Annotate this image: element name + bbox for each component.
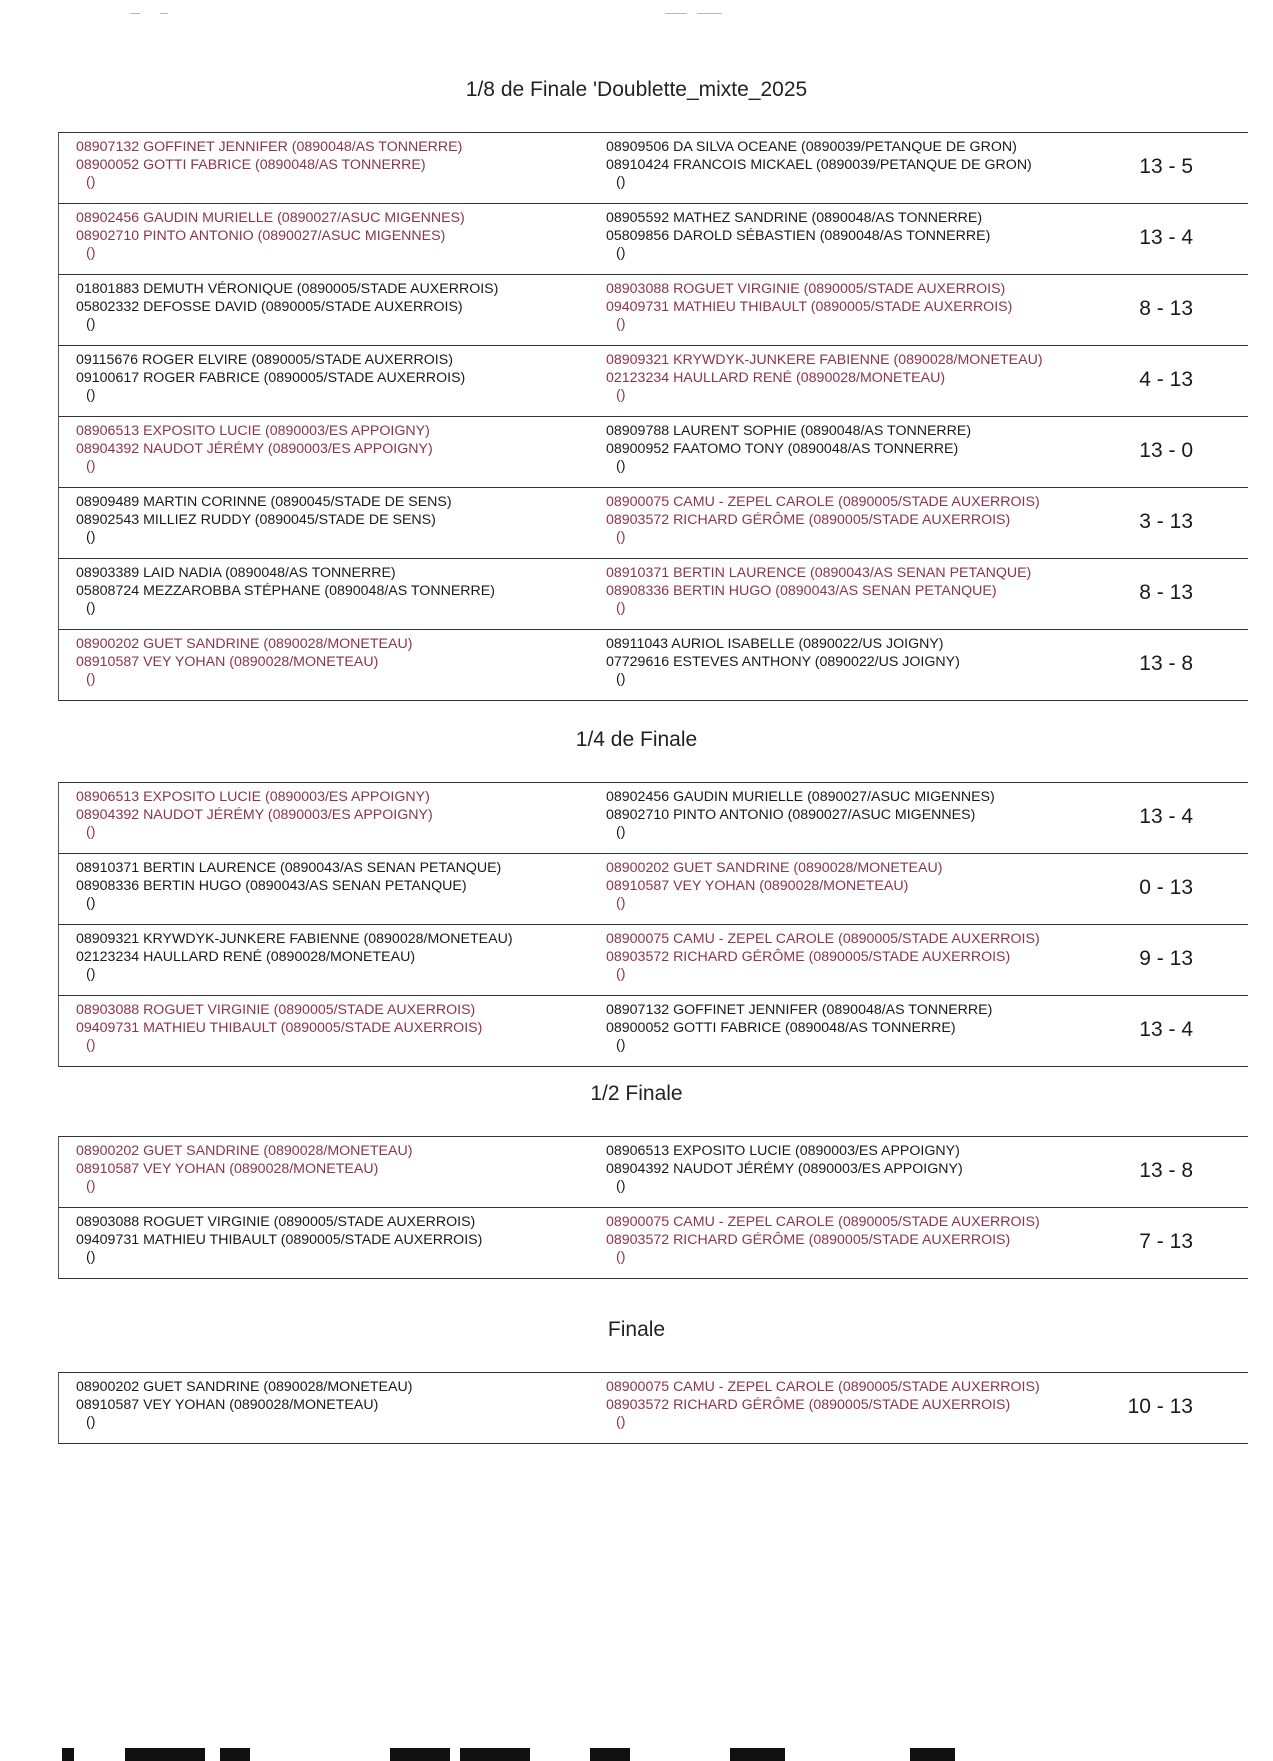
player-line: 05809856 DAROLD SÉBASTIEN (0890048/AS TONNERRE) bbox=[606, 227, 991, 244]
player-line: 08909788 LAURENT SOPHIE (0890048/AS TONNERRE) bbox=[606, 423, 972, 439]
team-extra: () bbox=[86, 387, 96, 403]
player-line: 08902456 GAUDIN MURIELLE (0890027/ASUC MIGENNES) bbox=[606, 789, 995, 805]
team-extra: () bbox=[86, 1037, 96, 1053]
player-line: 08911043 AURIOL ISABELLE (0890022/US JOIGNY) bbox=[606, 636, 944, 652]
player-line: 05802332 DEFOSSE DAVID (0890005/STADE AUXERROIS) bbox=[76, 298, 463, 315]
team-b bbox=[606, 494, 1040, 547]
team-a bbox=[76, 139, 462, 192]
team-a bbox=[76, 636, 412, 689]
player-line: 02123234 HAULLARD RENÉ (0890028/MONETEAU) bbox=[606, 369, 946, 386]
team-b bbox=[606, 1002, 992, 1055]
team-b bbox=[606, 352, 1043, 405]
match-table bbox=[58, 1136, 1248, 1279]
match-score: 13 - 5 bbox=[1139, 155, 1193, 178]
team-a bbox=[76, 352, 465, 405]
player-line: 08906513 EXPOSITO LUCIE (0890003/ES APPOIGNY) bbox=[76, 789, 430, 805]
player-line: 08900075 CAMU - ZEPEL CAROLE (0890005/STADE AUXERROIS) bbox=[606, 931, 1040, 947]
player-line: 08909506 DA SILVA OCEANE (0890039/PETANQUE DE GRON) bbox=[606, 139, 1017, 155]
team-b bbox=[606, 281, 1012, 334]
match-row bbox=[58, 203, 1248, 274]
team-extra: () bbox=[616, 174, 626, 190]
player-line: 08900202 GUET SANDRINE (0890028/MONETEAU) bbox=[76, 1143, 413, 1159]
team-b bbox=[606, 789, 995, 842]
player-line: 07729616 ESTEVES ANTHONY (0890022/US JOIGNY) bbox=[606, 653, 960, 670]
match-score: 13 - 8 bbox=[1139, 1159, 1193, 1182]
match-score: 3 - 13 bbox=[1139, 510, 1193, 533]
match-row bbox=[58, 132, 1248, 203]
player-line: 08903572 RICHARD GÉRÔME (0890005/STADE AUXERROIS) bbox=[606, 1231, 1011, 1248]
team-extra: () bbox=[616, 600, 626, 616]
match-score: 4 - 13 bbox=[1139, 368, 1193, 391]
player-line: 08910587 VEY YOHAN (0890028/MONETEAU) bbox=[76, 1160, 379, 1177]
match-row bbox=[58, 853, 1248, 924]
match-row bbox=[58, 782, 1248, 853]
team-b bbox=[606, 636, 960, 689]
team-a bbox=[76, 423, 433, 476]
round-title: Finale bbox=[607, 1318, 666, 1341]
player-line: 08903389 LAID NADIA (0890048/AS TONNERRE) bbox=[76, 565, 396, 581]
player-line: 09409731 MATHIEU THIBAULT (0890005/STADE AUXERROIS) bbox=[76, 1231, 483, 1248]
team-a bbox=[76, 494, 452, 547]
player-line: 08900202 GUET SANDRINE (0890028/MONETEAU) bbox=[606, 860, 943, 876]
player-line: 09409731 MATHIEU THIBAULT (0890005/STADE AUXERROIS) bbox=[76, 1019, 483, 1036]
player-line: 08908336 BERTIN HUGO (0890043/AS SENAN PETANQUE) bbox=[76, 877, 467, 894]
player-line: 08908336 BERTIN HUGO (0890043/AS SENAN PETANQUE) bbox=[606, 582, 997, 599]
team-a bbox=[76, 1379, 412, 1432]
match-score: 9 - 13 bbox=[1139, 947, 1193, 970]
match-score: 8 - 13 bbox=[1139, 581, 1193, 604]
player-line: 09115676 ROGER ELVIRE (0890005/STADE AUXERROIS) bbox=[76, 352, 453, 368]
team-extra: () bbox=[86, 245, 96, 261]
team-extra: () bbox=[86, 824, 96, 840]
team-extra: () bbox=[86, 174, 96, 190]
match-row bbox=[58, 1207, 1248, 1279]
player-line: 08907132 GOFFINET JENNIFER (0890048/AS TONNERRE) bbox=[606, 1002, 993, 1018]
team-extra: () bbox=[616, 895, 626, 911]
team-extra: () bbox=[86, 529, 96, 545]
team-b bbox=[606, 210, 990, 263]
player-line: 08902543 MILLIEZ RUDDY (0890045/STADE DE SENS) bbox=[76, 511, 436, 528]
team-b bbox=[606, 860, 942, 913]
team-b bbox=[606, 139, 1032, 192]
player-line: 08903572 RICHARD GÉRÔME (0890005/STADE AUXERROIS) bbox=[606, 1396, 1011, 1413]
team-extra: () bbox=[616, 316, 626, 332]
team-a bbox=[76, 931, 513, 984]
round-title: 1/4 de Finale bbox=[575, 728, 698, 751]
player-line: 08906513 EXPOSITO LUCIE (0890003/ES APPOIGNY) bbox=[76, 423, 430, 439]
team-b bbox=[606, 423, 971, 476]
match-score: 13 - 4 bbox=[1139, 226, 1193, 249]
player-line: 08900052 GOTTI FABRICE (0890048/AS TONNERRE) bbox=[76, 156, 426, 173]
team-a bbox=[76, 789, 433, 842]
player-line: 08907132 GOFFINET JENNIFER (0890048/AS TONNERRE) bbox=[76, 139, 463, 155]
player-line: 08900075 CAMU - ZEPEL CAROLE (0890005/STADE AUXERROIS) bbox=[606, 1214, 1040, 1230]
player-line: 08909321 KRYWDYK-JUNKERE FABIENNE (0890028/MONETEAU) bbox=[606, 352, 1043, 368]
team-a bbox=[76, 1214, 482, 1267]
player-line: 08902456 GAUDIN MURIELLE (0890027/ASUC MIGENNES) bbox=[76, 210, 465, 226]
team-extra: () bbox=[86, 458, 96, 474]
round-title: 1/8 de Finale 'Doublette_mixte_2025 bbox=[465, 78, 808, 101]
player-line: 08910371 BERTIN LAURENCE (0890043/AS SENAN PETANQUE) bbox=[76, 860, 502, 876]
team-extra: () bbox=[86, 600, 96, 616]
team-a bbox=[76, 860, 501, 913]
team-extra: () bbox=[86, 1178, 96, 1194]
match-table bbox=[58, 132, 1248, 701]
match-score: 7 - 13 bbox=[1139, 1230, 1193, 1253]
player-line: 08903572 RICHARD GÉRÔME (0890005/STADE AUXERROIS) bbox=[606, 511, 1011, 528]
match-score: 13 - 8 bbox=[1139, 652, 1193, 675]
player-line: 08906513 EXPOSITO LUCIE (0890003/ES APPOIGNY) bbox=[606, 1143, 960, 1159]
player-line: 08900202 GUET SANDRINE (0890028/MONETEAU) bbox=[76, 1379, 413, 1395]
player-line: 08903088 ROGUET VIRGINIE (0890005/STADE AUXERROIS) bbox=[76, 1002, 476, 1018]
player-line: 08900202 GUET SANDRINE (0890028/MONETEAU) bbox=[76, 636, 413, 652]
team-extra: () bbox=[616, 529, 626, 545]
team-a bbox=[76, 565, 495, 618]
team-extra: () bbox=[616, 671, 626, 687]
player-line: 08902710 PINTO ANTONIO (0890027/ASUC MIGENNES) bbox=[76, 227, 446, 244]
team-b bbox=[606, 1143, 963, 1196]
match-table bbox=[58, 1372, 1248, 1444]
player-line: 08910587 VEY YOHAN (0890028/MONETEAU) bbox=[76, 653, 379, 670]
team-extra: () bbox=[86, 316, 96, 332]
match-row bbox=[58, 1372, 1248, 1444]
player-line: 08900075 CAMU - ZEPEL CAROLE (0890005/STADE AUXERROIS) bbox=[606, 494, 1040, 510]
team-a bbox=[76, 1143, 412, 1196]
team-extra: () bbox=[86, 671, 96, 687]
team-extra: () bbox=[86, 895, 96, 911]
team-extra: () bbox=[616, 387, 626, 403]
team-b bbox=[606, 565, 1031, 618]
team-extra: () bbox=[616, 966, 626, 982]
team-extra: () bbox=[616, 1414, 626, 1430]
match-score: 8 - 13 bbox=[1139, 297, 1193, 320]
player-line: 08909321 KRYWDYK-JUNKERE FABIENNE (0890028/MONETEAU) bbox=[76, 931, 513, 947]
team-b bbox=[606, 931, 1040, 984]
player-line: 08904392 NAUDOT JÉRÉMY (0890003/ES APPOIGNY) bbox=[76, 440, 433, 457]
team-extra: () bbox=[86, 966, 96, 982]
player-line: 08909489 MARTIN CORINNE (0890045/STADE DE SENS) bbox=[76, 494, 452, 510]
match-row bbox=[58, 558, 1248, 629]
player-line: 08910587 VEY YOHAN (0890028/MONETEAU) bbox=[76, 1396, 379, 1413]
player-line: 08900952 FAATOMO TONY (0890048/AS TONNERRE) bbox=[606, 440, 959, 457]
player-line: 09100617 ROGER FABRICE (0890005/STADE AUXERROIS) bbox=[76, 369, 466, 386]
match-score: 13 - 4 bbox=[1139, 805, 1193, 828]
team-a bbox=[76, 281, 498, 334]
team-extra: () bbox=[616, 1178, 626, 1194]
match-row bbox=[58, 487, 1248, 558]
match-row bbox=[58, 1136, 1248, 1207]
round-title: 1/2 Finale bbox=[590, 1082, 683, 1105]
player-line: 08903088 ROGUET VIRGINIE (0890005/STADE AUXERROIS) bbox=[606, 281, 1006, 297]
team-a bbox=[76, 210, 465, 263]
team-extra: () bbox=[616, 458, 626, 474]
team-b bbox=[606, 1214, 1040, 1267]
team-b bbox=[606, 1379, 1040, 1432]
player-line: 05808724 MEZZAROBBA STÉPHANE (0890048/AS TONNERRE) bbox=[76, 582, 495, 599]
player-line: 01801883 DEMUTH VÉRONIQUE (0890005/STADE AUXERROIS) bbox=[76, 281, 499, 297]
player-line: 08900075 CAMU - ZEPEL CAROLE (0890005/STADE AUXERROIS) bbox=[606, 1379, 1040, 1395]
player-line: 08900052 GOTTI FABRICE (0890048/AS TONNERRE) bbox=[606, 1019, 956, 1036]
scan-artifacts bbox=[0, 8, 1273, 20]
match-row bbox=[58, 995, 1248, 1067]
player-line: 08904392 NAUDOT JÉRÉMY (0890003/ES APPOIGNY) bbox=[606, 1160, 963, 1177]
player-line: 08905592 MATHEZ SANDRINE (0890048/AS TONNERRE) bbox=[606, 210, 983, 226]
match-score: 13 - 4 bbox=[1139, 1018, 1193, 1041]
team-extra: () bbox=[616, 1249, 626, 1265]
team-extra: () bbox=[616, 245, 626, 261]
match-row bbox=[58, 629, 1248, 701]
match-row bbox=[58, 924, 1248, 995]
match-row bbox=[58, 274, 1248, 345]
player-line: 08903088 ROGUET VIRGINIE (0890005/STADE AUXERROIS) bbox=[76, 1214, 476, 1230]
player-line: 08904392 NAUDOT JÉRÉMY (0890003/ES APPOIGNY) bbox=[76, 806, 433, 823]
team-a bbox=[76, 1002, 482, 1055]
team-extra: () bbox=[616, 824, 626, 840]
team-extra: () bbox=[86, 1414, 96, 1430]
match-row bbox=[58, 416, 1248, 487]
match-score: 13 - 0 bbox=[1139, 439, 1193, 462]
player-line: 09409731 MATHIEU THIBAULT (0890005/STADE AUXERROIS) bbox=[606, 298, 1013, 315]
match-table bbox=[58, 782, 1248, 1067]
player-line: 08902710 PINTO ANTONIO (0890027/ASUC MIGENNES) bbox=[606, 806, 976, 823]
player-line: 08910424 FRANCOIS MICKAEL (0890039/PETANQUE DE GRON) bbox=[606, 156, 1032, 173]
player-line: 08910587 VEY YOHAN (0890028/MONETEAU) bbox=[606, 877, 909, 894]
team-extra: () bbox=[616, 1037, 626, 1053]
player-line: 02123234 HAULLARD RENÉ (0890028/MONETEAU) bbox=[76, 948, 416, 965]
player-line: 08910371 BERTIN LAURENCE (0890043/AS SENAN PETANQUE) bbox=[606, 565, 1032, 581]
player-line: 08903572 RICHARD GÉRÔME (0890005/STADE AUXERROIS) bbox=[606, 948, 1011, 965]
match-score: 10 - 13 bbox=[1127, 1395, 1193, 1418]
match-row bbox=[58, 345, 1248, 416]
scan-artifacts-bottom bbox=[30, 1748, 1030, 1761]
team-extra: () bbox=[86, 1249, 96, 1265]
match-score: 0 - 13 bbox=[1139, 876, 1193, 899]
